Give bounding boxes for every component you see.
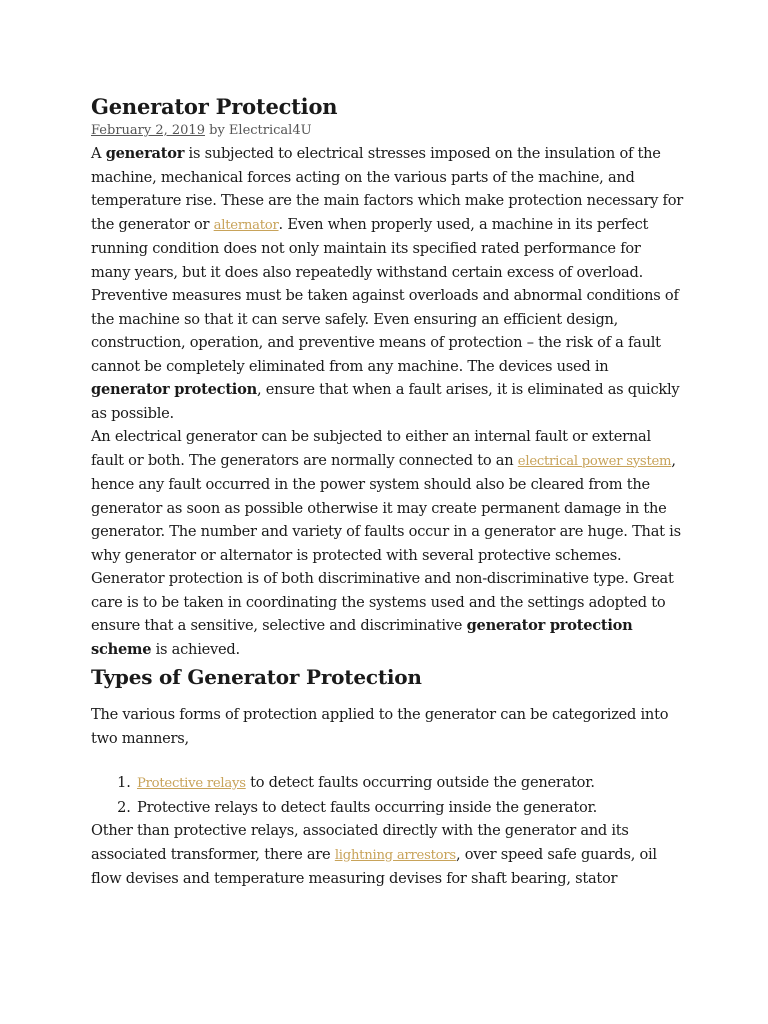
list-item bbox=[135, 771, 683, 796]
text: is achieved. bbox=[151, 640, 240, 658]
text: , hence any fault occurred in the power system should also be cleared from the generator as soon as possible otherwise it may create permanent damage in the generator. The number and variety of faults occur in a generator are huge. That is why generator or alternator is protected with several protective schemes. Generator protection is of both discriminative and non-discriminative type. Great care is to be taken in coordinating the systems used and the settings adopted to ensure that a sensitive, selective and discriminative bbox=[91, 451, 681, 634]
protection-list bbox=[91, 771, 683, 819]
article-title: Generator Protection bbox=[91, 94, 338, 119]
section-heading: Types of Generator Protection bbox=[91, 665, 422, 689]
bold-term: generator protection scheme bbox=[91, 617, 633, 658]
text: Other than protective relays, associated directly with the generator and its associated transformer, there are bbox=[91, 822, 629, 863]
bold-term: generator protection bbox=[91, 381, 257, 398]
text: , ensure that when a fault arises, it is eliminated as quickly as possible. bbox=[91, 381, 680, 422]
byline-separator: by bbox=[204, 123, 229, 138]
text: is subjected to electrical stresses imposed on the insulation of the machine, mechanical forces acting on the various parts of the machine, and temperature rise. These are the main factors which make protection necessary for the generator or bbox=[91, 145, 683, 233]
text: Preventive measures must be taken against overloads and abnormal conditions of the machine so that it can serve safely. Even ensuring an efficient design, construction, operation, and preventive means of protection – the risk of a fault cannot be completely eliminated from any machine. The devices used in bbox=[91, 287, 679, 375]
date-link[interactable]: February 2, 2019 bbox=[91, 123, 205, 138]
protective-relays-link[interactable]: Protective relays bbox=[137, 776, 246, 791]
electrical-power-system-link[interactable]: electrical power system bbox=[517, 453, 672, 469]
paragraph-intro bbox=[91, 142, 683, 284]
paragraph-types: The various forms of protection applied to the generator can be categorized into two manners, bbox=[91, 706, 669, 747]
text: An electrical generator can be subjected to either an internal fault or external fault or both. The generators are normally connected to an bbox=[91, 428, 651, 469]
author-name: Electrical4U bbox=[228, 123, 312, 138]
lightning-arrestors-link[interactable]: lightning arrestors bbox=[334, 847, 456, 863]
text: , over speed safe guards, oil flow devises and temperature measuring devises for shaft bearing, stator bbox=[91, 845, 657, 887]
paragraph-preventive bbox=[91, 284, 683, 425]
alternator-link[interactable]: alternator bbox=[213, 217, 279, 233]
article bbox=[91, 93, 683, 891]
text: to detect faults occurring outside the generator. bbox=[245, 774, 595, 791]
bold-term: generator bbox=[105, 145, 185, 162]
paragraph-other bbox=[91, 819, 683, 891]
article-meta bbox=[91, 121, 683, 141]
paragraph-faults bbox=[91, 425, 683, 661]
list-item: 2. Protective relays to detect faults occurring inside the generator. bbox=[135, 796, 683, 820]
text: . Even when properly used, a machine in its perfect running condition does not only maintain its specified rated performance for many years, but it does also repeatedly withstand certain excess of overload. bbox=[91, 215, 649, 281]
text: A bbox=[91, 145, 106, 162]
